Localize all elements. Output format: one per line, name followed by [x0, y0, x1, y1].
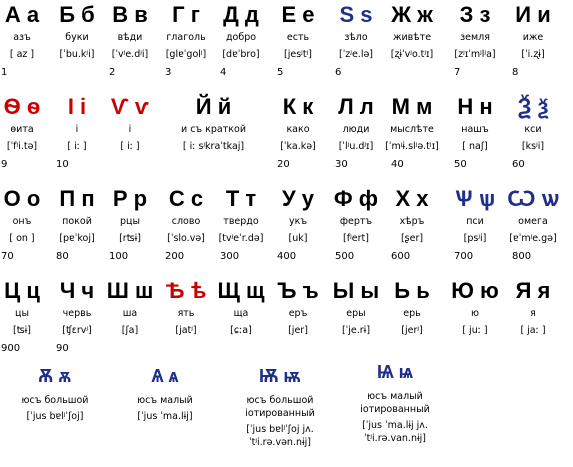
letter-name: вѣди: [117, 32, 143, 43]
letter-number: 1: [1, 67, 8, 78]
letter-glyph: В в: [112, 2, 148, 27]
letter-name: укъ: [288, 216, 308, 227]
letter-cell: [101, 92, 159, 159]
letter-glyph: Ѳ ѳ: [3, 94, 41, 119]
letter-number: 3: [165, 67, 172, 78]
letter-number: 8: [512, 67, 519, 78]
letter-number: 7: [454, 67, 461, 78]
letter-cell: [383, 276, 441, 343]
letter-ipa: [ˈmʲɨ.slʲə.tʲɪ]: [385, 141, 439, 152]
letter-ipa: [ˈka.kə]: [280, 141, 316, 152]
letter-ipa: [ iː sʲkraˈtkaj]: [182, 141, 245, 152]
letter-glyph: Ш ш: [106, 278, 154, 303]
letter-ipa: [ˈvʲe.dʲi]: [111, 49, 149, 60]
letter-glyph: І і: [67, 94, 87, 119]
yus-glyph: Ѫ ѫ: [38, 366, 72, 386]
letter-cell: [327, 276, 385, 343]
letter-glyph: А а: [4, 2, 40, 27]
letter-glyph: Ь ь: [394, 278, 430, 303]
letter-cell: [269, 0, 327, 79]
letter-number: 30: [335, 159, 348, 170]
letter-cell: [504, 276, 562, 343]
letter-ipa: [ˈbu.kʲi]: [59, 49, 95, 60]
letter-ipa: [ iː ]: [120, 141, 140, 152]
letter-ipa: [jerʲ]: [401, 325, 423, 336]
letter-cell: [446, 0, 504, 79]
letter-number: 9: [1, 159, 8, 170]
yus-name: юсъ малый: [137, 395, 193, 406]
letter-name: пси: [466, 216, 484, 227]
letter-cell: [327, 184, 385, 263]
letter-name: добро: [225, 32, 257, 43]
yus-ipa: [ˈjus bɐlʲˈʃoj]: [26, 411, 84, 422]
letter-cell: [446, 92, 504, 171]
letter-ipa: [ʂer]: [400, 233, 424, 244]
letter-name: цы: [15, 308, 29, 319]
letter-name: рцы: [120, 216, 140, 227]
letter-cell: [383, 0, 441, 67]
yus-ipa: [ˈjus ˈma.lɨj jʌ.ˈtʲi.rə.van.nɨj]: [362, 420, 428, 444]
letter-ipa: [ jaː ]: [520, 325, 546, 336]
letter-number: 300: [220, 251, 240, 262]
letter-name: ща: [233, 308, 249, 319]
letter-name: ерь: [403, 308, 421, 319]
letter-glyph: Щ щ: [217, 278, 265, 303]
letter-glyph: Л л: [338, 94, 374, 119]
letter-cell: [157, 276, 215, 343]
yus-ipa: [ˈjus bɐlʲˈʃoj jʌ.ˈtʲi.rə.vən.nɨj]: [246, 424, 314, 448]
letter-number: 800: [512, 251, 532, 262]
letter-cell: [446, 276, 504, 343]
letter-name: еръ: [288, 308, 308, 319]
letter-name: я: [530, 308, 536, 319]
letter-number: 50: [454, 159, 467, 170]
letter-name: есть: [286, 32, 310, 43]
letter-name: і: [75, 124, 79, 135]
letter-cell: [269, 184, 327, 263]
letter-number: 10: [56, 159, 69, 170]
letter-number: 80: [56, 251, 69, 262]
letter-glyph: Ф ф: [333, 186, 379, 211]
letter-ipa: [ʐɨˈvʲo.tʲɪ]: [390, 49, 434, 60]
letter-cell: [504, 0, 562, 79]
letter-ipa: [ɐˈmʲe.gə]: [509, 233, 557, 244]
letter-cell: [212, 184, 270, 263]
letter-name: глаголь: [166, 32, 206, 43]
yus-cell: [340, 360, 450, 445]
letter-cell: [101, 0, 159, 79]
letter-number: 60: [512, 159, 525, 170]
letter-glyph: Ѯ ѯ: [517, 94, 549, 119]
letter-glyph: Й й: [195, 94, 232, 119]
letter-glyph: Б б: [59, 2, 95, 27]
letter-cell: [504, 184, 562, 263]
letter-ipa: [ksʲi]: [521, 141, 545, 152]
letter-cell: [212, 276, 270, 343]
letter-cell: [383, 92, 441, 171]
letter-number: 2: [109, 67, 116, 78]
letter-glyph: М м: [391, 94, 433, 119]
letter-ipa: [tvʲeˈr.də]: [218, 233, 264, 244]
letter-cell: [0, 184, 51, 263]
letter-name: како: [286, 124, 310, 135]
letter-name: хѣръ: [399, 216, 425, 227]
letter-glyph: Ѡ ѡ: [507, 186, 559, 211]
yus-ipa: [ˈjus ˈma.lɨj]: [137, 411, 193, 422]
letter-glyph: Т т: [225, 186, 257, 211]
letter-glyph: S s: [339, 2, 373, 27]
letter-glyph: Г г: [172, 2, 200, 27]
yus-cell: [10, 364, 100, 423]
letter-cell: [504, 92, 562, 171]
letter-ipa: [ az ]: [9, 49, 35, 60]
letter-glyph: Ж ж: [391, 2, 433, 27]
letter-ipa: [ʧɛrvʲ]: [62, 325, 92, 336]
letter-ipa: [dɐˈbro]: [222, 49, 260, 60]
letter-glyph: Ѵ ѵ: [110, 94, 150, 119]
letter-ipa: [ɕːa]: [230, 325, 252, 336]
letter-ipa: [jer]: [288, 325, 308, 336]
letter-name: червь: [62, 308, 92, 319]
letter-name: и съ краткой: [181, 124, 246, 135]
letter-glyph: Ѣ ѣ: [165, 278, 207, 303]
letter-glyph: И и: [515, 2, 551, 27]
letter-name: иже: [522, 32, 544, 43]
letter-name: фертъ: [339, 216, 373, 227]
letter-ipa: [ iː ]: [67, 141, 87, 152]
letter-cell: [446, 184, 504, 263]
letter-cell: [48, 276, 106, 355]
letter-number: 100: [109, 251, 129, 262]
letter-ipa: [zʲɪˈmʲlʲa]: [454, 49, 496, 60]
letter-cell: [212, 0, 270, 79]
letter-cell: [48, 92, 106, 171]
letter-number: 600: [391, 251, 411, 262]
letter-ipa: [jesʲtʲ]: [284, 49, 312, 60]
letter-number: 200: [165, 251, 185, 262]
letter-cell: [383, 184, 441, 263]
letter-cell: [269, 92, 327, 171]
letter-glyph: Р р: [112, 186, 148, 211]
letter-number: 20: [277, 159, 290, 170]
letter-number: 70: [1, 251, 14, 262]
letter-cell: [0, 276, 51, 355]
letter-ipa: [rʦɨ]: [119, 233, 141, 244]
letter-cell: [0, 0, 51, 79]
letter-ipa: [ on ]: [9, 233, 35, 244]
letter-number: 400: [277, 251, 297, 262]
letter-ipa: [psʲi]: [463, 233, 487, 244]
yus-name: юсъ большой: [21, 395, 89, 406]
letter-glyph: Н н: [457, 94, 493, 119]
letter-glyph: П п: [59, 186, 95, 211]
yus-glyph: Ѩ ѩ: [376, 362, 414, 382]
letter-name: кси: [524, 124, 542, 135]
letter-ipa: [ˈje.rɨ]: [341, 325, 371, 336]
letter-name: твердо: [223, 216, 259, 227]
letter-glyph: Ю ю: [451, 278, 499, 303]
letter-name: нашъ: [461, 124, 489, 135]
letter-ipa: [ˈi.ʐɨ]: [521, 49, 545, 60]
letter-glyph: К к: [282, 94, 314, 119]
letter-glyph: Е е: [281, 2, 315, 27]
letter-cell: [101, 276, 159, 343]
letter-glyph: Я я: [515, 278, 551, 303]
letter-ipa: [ˈlʲu.dʲɪ]: [338, 141, 374, 152]
letter-name: і: [128, 124, 132, 135]
letter-glyph: С с: [168, 186, 204, 211]
letter-ipa: [fʲert]: [343, 233, 369, 244]
yus-cell: [225, 364, 335, 449]
letter-ipa: [ naʃ]: [462, 141, 488, 152]
yus-glyph: Ѭ ѭ: [258, 366, 302, 386]
letter-glyph: Ъ ъ: [277, 278, 319, 303]
letter-glyph: Х х: [395, 186, 429, 211]
letter-cell: [157, 184, 215, 263]
letter-ipa: [ˈzʲe.lə]: [338, 49, 374, 60]
letter-name: омега: [518, 216, 548, 227]
letter-name: мыслѣте: [390, 124, 434, 135]
letter-name: люди: [342, 124, 370, 135]
letter-cell: [101, 184, 159, 263]
letter-glyph: О о: [3, 186, 41, 211]
letter-glyph: У у: [281, 186, 315, 211]
letter-name: ѳита: [10, 124, 34, 135]
letter-name: зѣло: [344, 32, 368, 43]
letter-glyph: Ѱ ѱ: [454, 186, 496, 211]
yus-name: юсъ малый іотированный: [360, 391, 430, 415]
letter-cell: [159, 92, 269, 159]
letter-name: живѣте: [392, 32, 432, 43]
letter-number: 5: [277, 67, 284, 78]
letter-name: земля: [460, 32, 490, 43]
letter-ipa: [ʃa]: [121, 325, 139, 336]
letter-name: ять: [177, 308, 195, 319]
letter-name: буки: [65, 32, 89, 43]
letter-name: слово: [171, 216, 201, 227]
letter-number: 40: [391, 159, 404, 170]
letter-ipa: [ʦɨ]: [13, 325, 31, 336]
letter-cell: [48, 0, 106, 67]
letter-ipa: [ˈslo.və]: [167, 233, 205, 244]
letter-number: 700: [454, 251, 474, 262]
letter-ipa: [ juː ]: [462, 325, 488, 336]
letter-cell: [327, 92, 385, 171]
yus-name: юсъ большой іотированный: [245, 395, 315, 419]
yus-glyph: Ѧ ѧ: [151, 366, 179, 386]
letter-cell: [48, 184, 106, 263]
letter-cell: [327, 0, 385, 79]
letter-glyph: З з: [459, 2, 491, 27]
letter-number: 90: [56, 343, 69, 354]
letter-cell: [269, 276, 327, 343]
letter-ipa: [jatʲ]: [175, 325, 197, 336]
letter-glyph: Ч ч: [59, 278, 95, 303]
letter-cell: [0, 92, 51, 171]
yus-cell: [120, 364, 210, 423]
letter-number: 6: [335, 67, 342, 78]
letter-name: азъ: [13, 32, 31, 43]
letter-name: покой: [62, 216, 92, 227]
letter-ipa: [uk]: [288, 233, 308, 244]
letter-number: 4: [220, 67, 227, 78]
letter-cell: [157, 0, 215, 79]
letter-glyph: Д д: [223, 2, 259, 27]
letter-ipa: [glɐˈgolʲ]: [165, 49, 207, 60]
letter-glyph: Ы ы: [332, 278, 380, 303]
letter-name: ю: [471, 308, 479, 319]
letter-ipa: [pɐˈkoj]: [59, 233, 95, 244]
letter-name: онъ: [12, 216, 32, 227]
letter-number: 500: [335, 251, 355, 262]
letter-number: 900: [1, 343, 21, 354]
letter-glyph: Ц ц: [4, 278, 40, 303]
letter-ipa: [ˈfʲi.tə]: [6, 141, 38, 152]
letter-name: еры: [346, 308, 366, 319]
letter-name: ша: [122, 308, 138, 319]
